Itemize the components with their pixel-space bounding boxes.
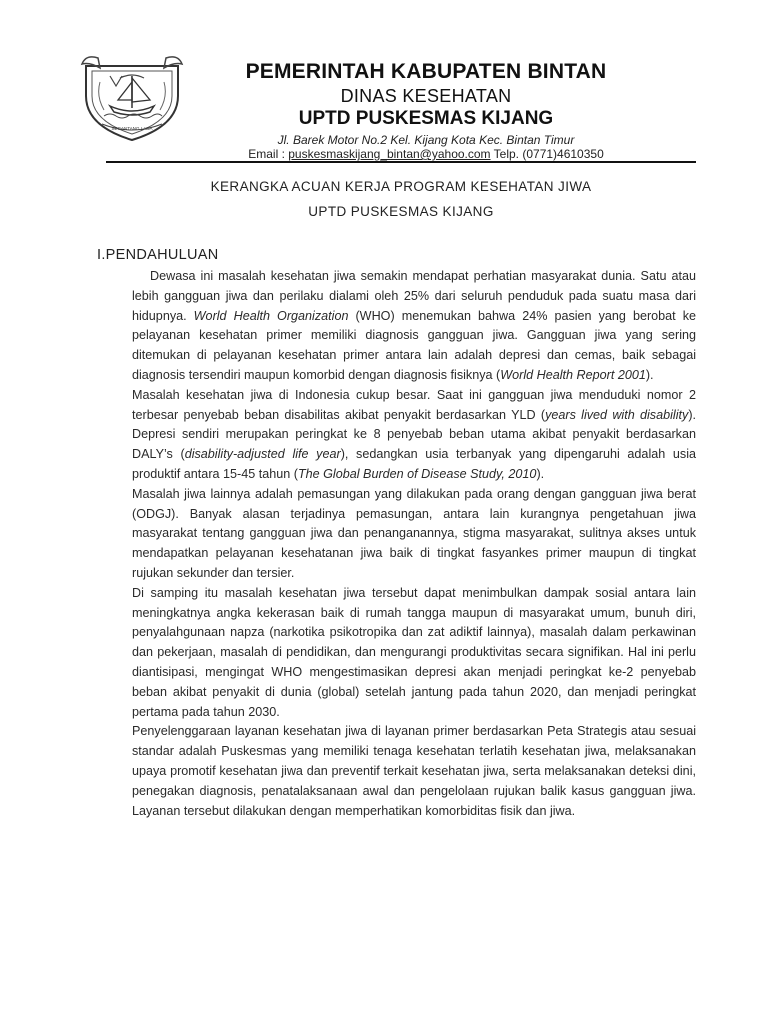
department-name: DINAS KESEHATAN xyxy=(340,86,512,106)
email-label: Email : xyxy=(248,147,289,161)
section-heading: I.PENDAHULUAN xyxy=(97,247,219,263)
paragraph-3: Masalah jiwa lainnya adalah pemasungan yang dilakukan pada orang dengan gangguan jiwa berat (ODGJ). Banyak alasan terjadinya pemasungan, antara lain kurangnya pengetahuan jiwa masyarakat tentang gangguan jiwa dan penanganannya, stigma masyarakat, sulitnya akses untuk mendapatkan pelayanan kesehatanan jiwa baik di tingkat fasyankes primer maupun di tingkat rujukan sekunder dan tersier. xyxy=(132,486,696,580)
letterhead-divider xyxy=(106,161,696,163)
regency-seal-logo xyxy=(80,52,184,144)
institution-name: UPTD PUSKESMAS KIJANG xyxy=(298,108,554,129)
government-name: PEMERINTAH KABUPATEN BINTAN xyxy=(245,60,607,83)
paragraph-4: Di samping itu masalah kesehatan jiwa tersebut dapat menimbulkan dampak sosial antara lain meningkatnya angka kekerasan baik di rumah tangga maupun di masyarakat umum, bunuh diri, penyalahgunaan napza (narkotika psikotropika dan zat adiktif lainnya), masalah dalam perkawinan dan pekerjaan, masalah di pendidikan, dan mengurangi produktivitas secara signifikan. Hal ini perlu diantisipasi, mengingat WHO mengestimasikan depresi akan menjadi peringkat ke-2 penyebab beban akibat penyakit di dunia (global) setelah jantung pada tahun 2020, dan menjadi peringkat pertama pada tahun 2030. xyxy=(132,585,696,719)
address-line: Jl. Barek Motor No.2 Kel. Kijang Kota Kec. Bintan Timur xyxy=(277,133,575,147)
contact-line xyxy=(196,147,656,162)
document-subtitle: UPTD PUSKESMAS KIJANG xyxy=(308,204,494,219)
paragraph-2: Masalah kesehatan jiwa di Indonesia cukup besar. Saat ini gangguan jiwa menduduki nomor 2 terbesar penyebab beban disabilitas akibat penyakit berdasarkan YLD (years lived with disability). Depresi sendiri merupakan peringkat ke 8 penyebab beban utama akibat penyakit berdasarkan DALY’s (disability-adjusted life year), sedangkan usia terbanyak yang dipengaruhi adalah usia produktif antara 15-45 tahun (The Global Burden of Disease Study, 2010). xyxy=(132,387,697,481)
paragraph-5: Penyelenggaraan layanan kesehatan jiwa di layanan primer berdasarkan Peta Strategis atau sesuai standar adalah Puskesmas yang memiliki tenaga kesehatan terlatih kesehatan jiwa, melaksanakan upaya promotif kesehatan jiwa dan preventif terkait kesehatan jiwa, serta melaksanakan deteksi dini, penegakan diagnosis, penatalaksanaan awal dan pengelolaan rujukan balik kasus gangguan jiwa. Layanan tersebut dilakukan dengan memperhatikan komorbiditas fisik dan jiwa. xyxy=(132,724,696,818)
seal-motto-text: SEGANTANG LADA xyxy=(111,126,153,131)
letterhead xyxy=(196,58,656,162)
section-body xyxy=(132,267,696,821)
paragraph-1: Dewasa ini masalah kesehatan jiwa semakin mendapat perhatian masyarakat dunia. Satu atau lebih gangguan jiwa dan perilaku dialami oleh 25% dari seluruh penduduk pada suatu masa dari hidupnya. World Health Organization (WHO) menemukan bahwa 24% pasien yang berobat ke pelayanan kesehatan primer memiliki diagnosis gangguan jiwa. Gangguan jiwa yang sering ditemukan di pelayanan kesehatan primer antara lain adalah depresi dan cemas, baik sebagai diagnosis tersendiri maupun komorbid dengan diagnosis fisiknya (World Health Report 2001). xyxy=(132,269,696,382)
phone-text: Telp. (0771)4610350 xyxy=(490,147,604,161)
document-title: KERANGKA ACUAN KERJA PROGRAM KESEHATAN JIWA xyxy=(210,179,592,194)
email-link[interactable]: puskesmaskijang_bintan@yahoo.com xyxy=(288,147,491,161)
